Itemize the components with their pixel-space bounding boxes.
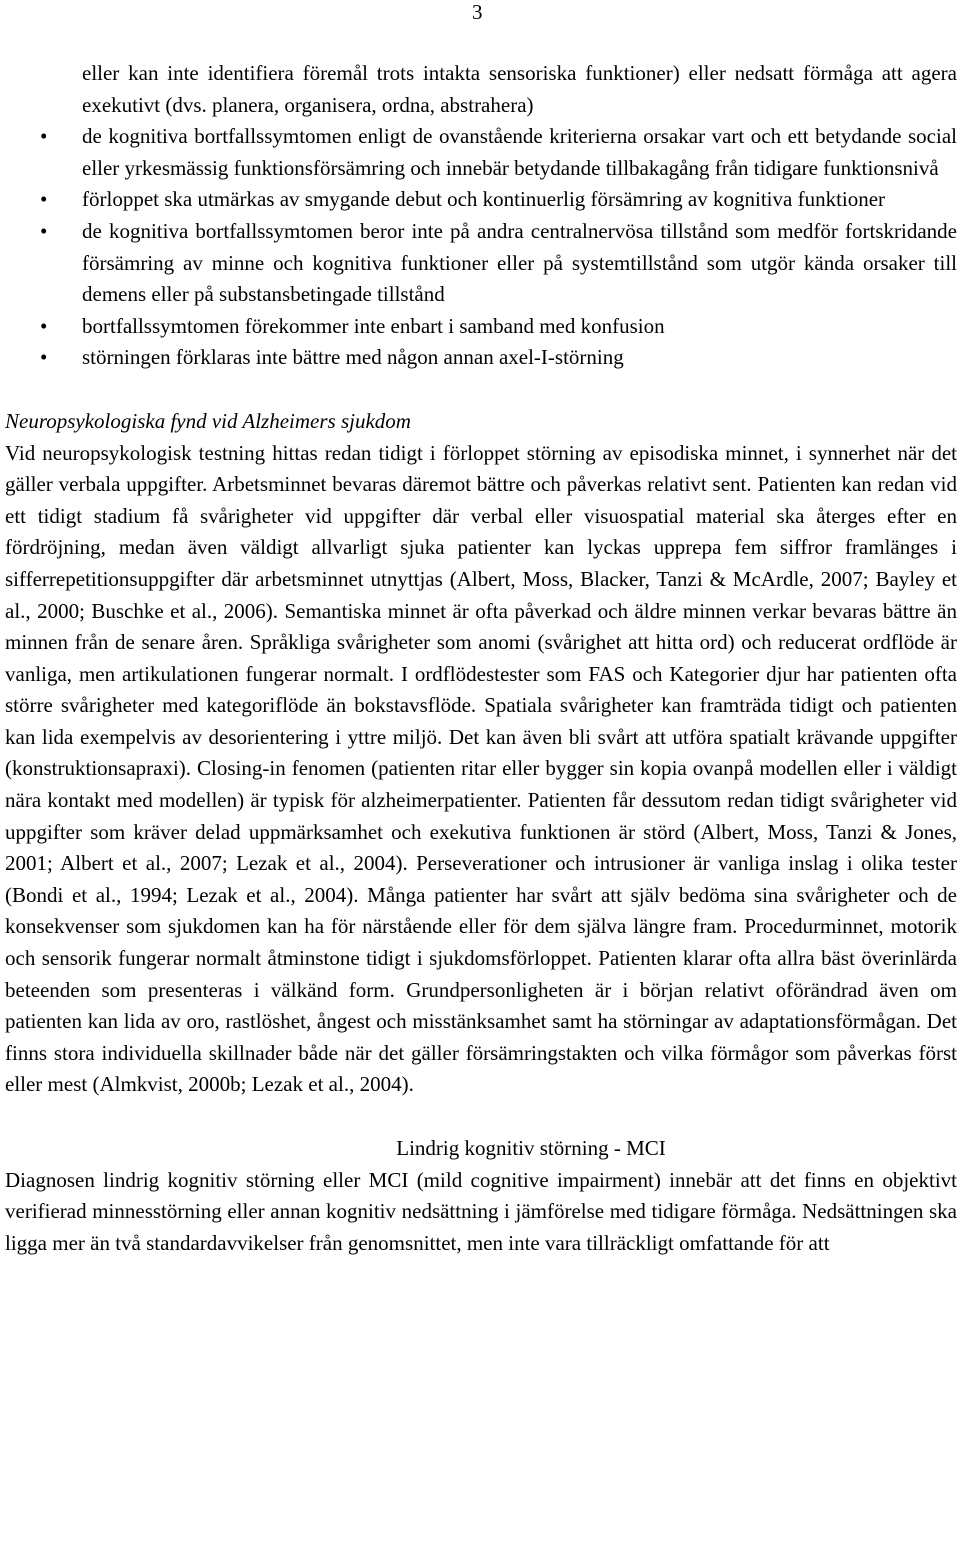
criteria-item <box>5 342 957 374</box>
criteria-item-text: bortfallssymtomen förekommer inte enbart i samband med konfusion <box>82 313 665 338</box>
mci-section-heading: Lindrig kognitiv störning - MCI <box>396 1136 666 1160</box>
criteria-item-text: de kognitiva bortfallssymtomen beror inte på andra centralnervösa tillstånd som medför fortskridande försämring av minne och kognitiva funktioner eller på systemtillstånd som utgör kända orsaker till demens eller på substansbetingade tillstånd <box>82 218 957 307</box>
bullet-icon: • <box>40 313 48 338</box>
criteria-item-text: förloppet ska utmärkas av smygande debut och kontinuerlig försämring av kognitiva funktioner <box>82 187 886 212</box>
criteria-item-text: störningen förklaras inte bättre med någon annan axel-I-störning <box>82 345 624 370</box>
page-number: 3 <box>472 0 483 24</box>
bullet-icon: • <box>40 187 48 212</box>
alzheimer-section-heading: Neuropsykologiska fynd vid Alzheimers sjukdom <box>5 408 411 433</box>
bullet-icon: • <box>40 345 48 370</box>
document-body <box>5 58 957 1259</box>
alzheimer-paragraph: Vid neuropsykologisk testning hittas redan tidigt i förloppet störning av episodiska minnet, i synnerhet när det gäller verbala uppgifter. Arbetsminnet bevaras däremot bättre och påverkas relativt sent. Patienten kan redan vid ett tidigt stadium få svårigheter vid uppgifter där verbal eller visuospatial material ska återges efter en fördröjning, medan även väldigt allvarligt sjuka patienter kan lyckas upprepa fem siffror framlänges i sifferrepetitionsuppgifter där arbetsminnet utnyttjas (Albert, Moss, Blacker, Tanzi & McArdle, 2007; Bayley et al., 2000; Buschke et al., 2006). Semantiska minnet är ofta påverkad och äldre minnen verkar bevaras bättre än minnen från de senare åren. Språkliga svårigheter som anomi (svårighet att hitta ord) och reducerat ordflöde är vanliga, men artikulationen fungerar normalt. I ordflödestester som FAS och Kategorier djur har patienten ofta större svårigheter med kategoriflöde än bokstavsflöde. Spatiala svårigheter kan framträda tidigt och patienten kan lida exempelvis av desorientering i yttre miljö. Det kan även bli svårt att utföra spatialt krävande uppgifter (konstruktionsapraxi). Closing-in fenomen (patienten ritar eller bygger sin kopia ovanpå modellen eller i väldigt nära kontakt med modellen) är typisk för alzheimerpatienter. Patienten får dessutom redan tidigt svårigheter vid uppgifter som kräver delad uppmärksamhet och exekutiva funktionen är störd (Albert, Moss, Tanzi & Jones, 2001; Albert et al., 2007; Lezak et al., 2004). Perseverationer och intrusioner är vanliga inslag i olika tester (Bondi et al., 1994; Lezak et al., 2004). Många patienter har svårt att själv bedöma sina svårigheter och de konsekvenser som sjukdomen kan ha för närstående eller för dem själva längre fram. Procedurminnet, motorik och sensorik fungerar normalt åtminstone tidigt i sjukdomsförloppet. Patienten klarar ofta allra bäst överinlärda beteenden som presenteras i välkänd form. Grundpersonligheten är i början relativt oförändrad även om patienten kan lida av oro, rastlöshet, ångest och misstänksamhet samt ha störningar av adaptationsförmågan. Det finns stora individuella skillnader både när det gäller försämringstakten och vilka förmågor som påverkas först eller mest (Almkvist, 2000b; Lezak et al., 2004). <box>5 440 957 1097</box>
mci-paragraph: Diagnosen lindrig kognitiv störning eller MCI (mild cognitive impairment) innebär att det finns en objektivt verifierad minnesstörning eller annan kognitiv nedsättning i jämförelse med tidigare förmåga. Nedsättningen ska ligga mer än två standardavvikelser från genomsnittet, men inte vara tillräckligt omfattande för att <box>5 1167 957 1255</box>
criteria-item-text: de kognitiva bortfallssymtomen enligt de ovanstående kriterierna orsakar vart och ett betydande social eller yrkesmässig funktionsförsämring och innebär betydande tillbakagång från tidigare funktionsnivå <box>82 124 957 180</box>
bullet-icon: • <box>40 218 48 243</box>
bullet-icon: • <box>40 124 48 149</box>
criteria-list <box>5 121 957 374</box>
criteria-item <box>5 216 957 311</box>
criteria-item <box>5 311 957 343</box>
intro-continuation: eller kan inte identifiera föremål trots intakta sensoriska funktioner) eller nedsatt förmåga att agera exekutivt (dvs. planera, organisera, ordna, abstrahera) <box>82 61 957 117</box>
criteria-item <box>5 184 957 216</box>
criteria-item <box>5 121 957 184</box>
